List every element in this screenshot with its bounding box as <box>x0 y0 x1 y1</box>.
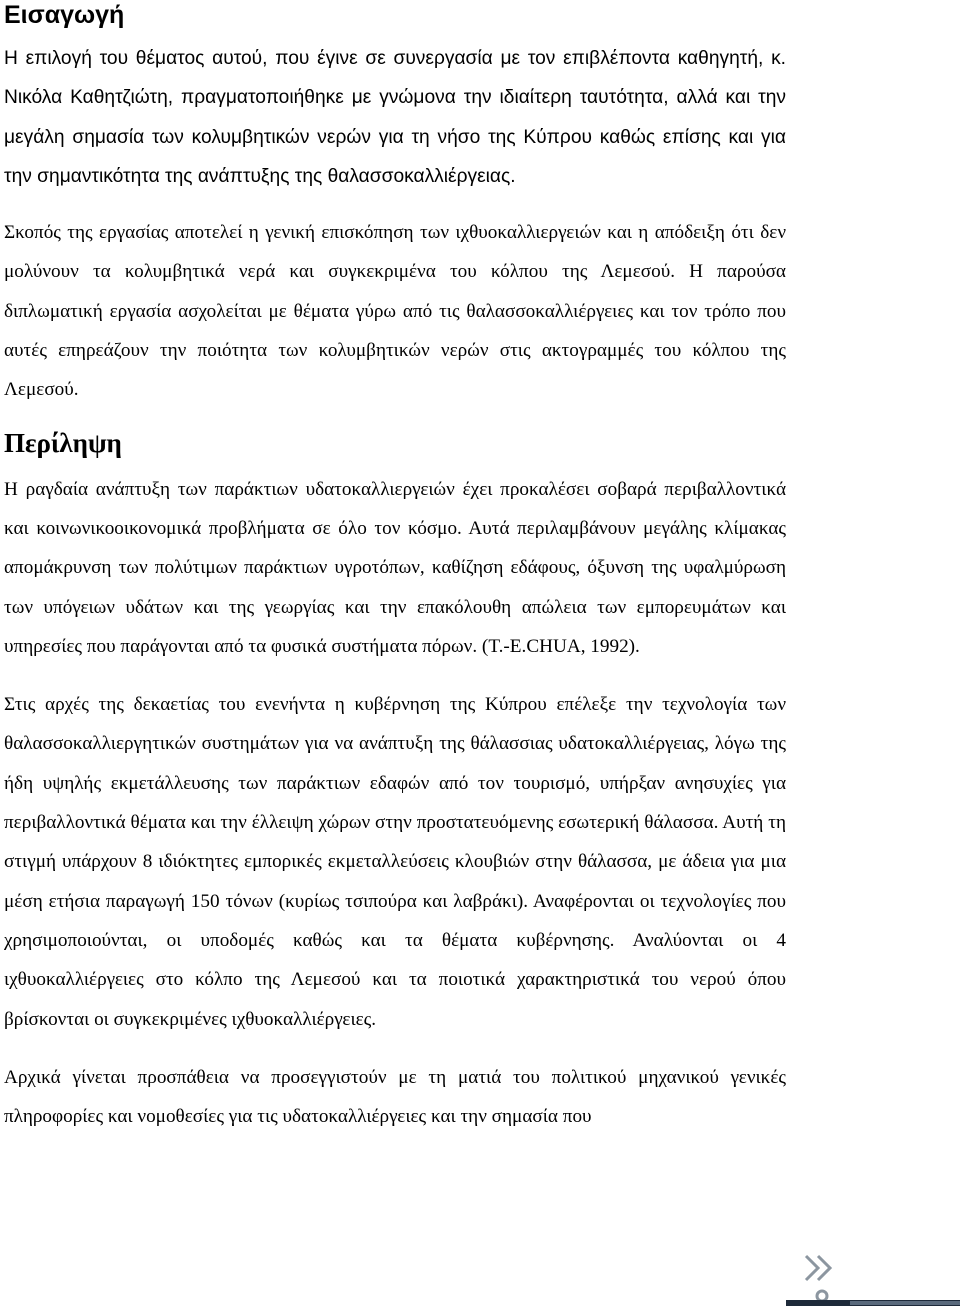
summary-paragraph-1: Η ραγδαία ανάπτυξη των παράκτιων υδατοκαλλιεργειών έχει προκαλέσει σοβαρά περιβαλλοντικά και κοινωνικοοικονομικά προβλήματα σε όλο τον κόσμο. Αυτά περιλαμβάνουν μεγάλης κλίμακας απομάκρυνση των πολύτιμων παράκτιων υγροτόπων, καθίζηση εδάφους, όξυνση της υφαλμύρωση των υπόγειων υδάτων και της γεωργίας και την επακόλουθη απώλεια των εμπορευμάτων και υπηρεσίες που παράγονται από τα φυσικά συστήματα πόρων. (T.-E.CHUA, 1992). <box>4 478 786 657</box>
summary-heading: Περίληψη <box>4 427 122 458</box>
intro-heading: Εισαγωγή <box>4 1 125 29</box>
summary-paragraph-2: Στις αρχές της δεκαετίας του ενενήντα η κυβέρνηση της Κύπρου επέλεξε την τεχνολογία των θαλασσοκαλλιεργητικών συστημάτων για να ανάπτυξη της θάλασσιας υδατοκαλλιέργειας, λόγω της ήδη υψηλής εκμετάλλευσης των παράκτιων εδαφών από τον τουρισμό, υπήρξαν ανησυχίες για περιβαλλοντικά θέματα και την έλλειψη χώρων στην προστατευόμενης εσωτερική θάλασσα. Αυτή τη στιγμή υπάρχουν 8 ιδιόκτητες εμπορικές εκμεταλλεύσεις κλουβιών στην θάλασσα, με άδεια για μια μέση ετήσια παραγωγή 150 τόνων (κυρίως τσιπούρα και λαβράκι). Αναφέρονται οι τεχνολογίες που χρησιμοποιούνται, οι υποδομές καθώς και τα θέματα κυβέρνησης. Αναλύονται οι 4 ιχθυοκαλλιέργειες στο κόλπο της Λεμεσού και τα ποιοτικά χαρακτηριστικά του νερού όπου βρίσκονται οι συγκεκριμένες ιχθυοκαλλιέργειες. <box>4 694 786 1030</box>
intro-paragraph-2: Σκοπός της εργασίας αποτελεί η γενική επισκόπηση των ιχθυοκαλλιεργειών και η απόδειξη ότι δεν μολύνουν τα κολυμβητικά νερά και συγκεκριμένα του κόλπου της Λεμεσού. Η παρούσα διπλωματική εργασία ασχολείται με θέματα γύρω από τις θαλασσοκαλλιέργειες και τον τρόπο που αυτές επηρεάζουν την ποιότητα των κολυμβητικών νερών στις ακτογραμμές του κόλπου της Λεμεσού. <box>4 222 786 401</box>
summary-paragraph-3: Αρχικά γίνεται προσπάθεια να προσεγγιστούν με τη ματιά του πολιτικού μηχανικού γενικές πληροφορίες και νομοθεσίες για τις υδατοκαλλιέργειες και την σημασία που <box>4 1066 786 1128</box>
footer-bar-accent <box>850 1301 960 1305</box>
document-page <box>4 0 786 1136</box>
intro-paragraph-1: Η επιλογή του θέματος αυτού, που έγινε σε συνεργασία με τον επιβλέποντα καθηγητή, κ. Νικόλα Καθητζιώτη, πραγματοποιήθηκε με γνώμονα την ιδιαίτερη ταυτότητα, αλλά και την μεγάλη σημασία των κολυμβητικών νερών για τη νήσο της Κύπρου καθώς επίσης και για την σημαντικότητα της ανάπτυξης της θαλασσοκαλλιέργειας. <box>4 48 786 187</box>
